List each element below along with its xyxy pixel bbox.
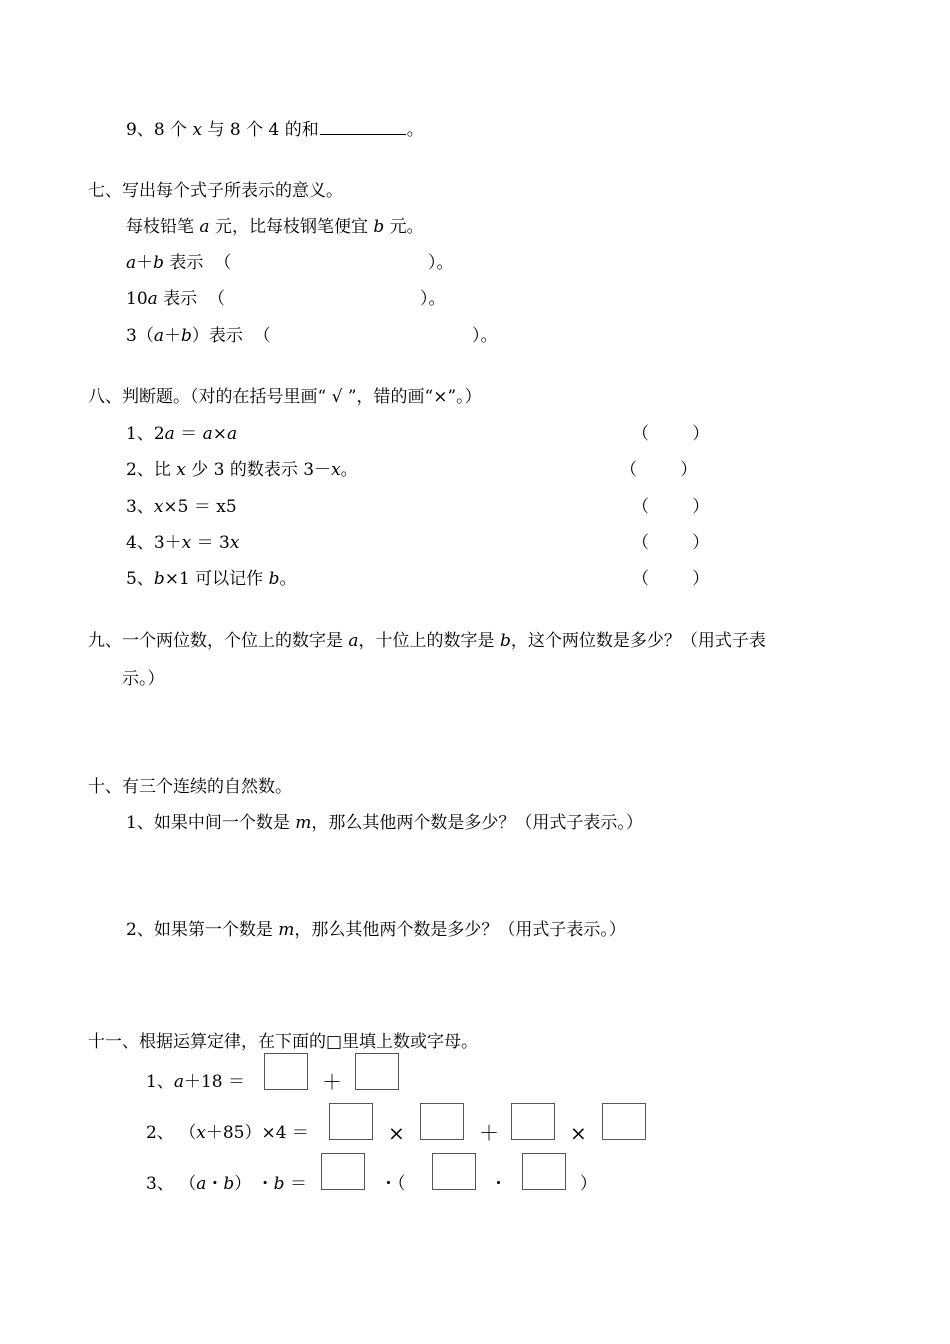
s11-eq3 bbox=[146, 1173, 307, 1195]
s11-e3-mid: ） ・ bbox=[234, 1174, 274, 1194]
s8-i5-b: b bbox=[153, 569, 165, 589]
s7-line1-close: ）。 bbox=[428, 253, 454, 273]
s7-line3-answer[interactable] bbox=[286, 325, 466, 347]
s8-i5-b2: b bbox=[268, 569, 280, 589]
s7-title: 七、写出每个式子所表示的意义。 bbox=[88, 181, 343, 201]
s11-eq2 bbox=[146, 1122, 309, 1144]
s7-l1-b: b bbox=[153, 253, 165, 273]
s11-eq2-box1[interactable] bbox=[329, 1103, 373, 1140]
q9-line bbox=[126, 118, 424, 141]
s11-e1-a: a bbox=[173, 1072, 184, 1092]
s7-premise bbox=[126, 216, 424, 238]
s11-eq1-box1[interactable] bbox=[264, 1053, 308, 1090]
s8-i2-x2: x bbox=[331, 460, 341, 480]
s7-line2 bbox=[126, 288, 225, 310]
s11-eq2-op2: ＋ bbox=[479, 1121, 499, 1145]
q9-pre: 9、8 个 bbox=[126, 120, 193, 140]
s11-e2-mid: ＋85）×4 ＝ bbox=[205, 1123, 309, 1143]
s8-item4-paren[interactable]: （ ） bbox=[632, 533, 710, 553]
s11-eq2-box3[interactable] bbox=[511, 1103, 555, 1140]
s10-q1 bbox=[126, 812, 643, 834]
s7-l1-a: a bbox=[126, 253, 137, 273]
s7-line3 bbox=[126, 325, 271, 347]
s11-title: 十一、根据运算定律，在下面的□里填上数或字母。 bbox=[88, 1032, 479, 1052]
s8-i2-post: 。 bbox=[340, 460, 358, 480]
s11-eq3-dot2: ・（ bbox=[380, 1174, 406, 1194]
s7-premise-v2: b bbox=[373, 217, 385, 237]
s11-eq2-box4[interactable] bbox=[602, 1103, 646, 1140]
s11-eq1-op: ＋ bbox=[322, 1070, 342, 1094]
s8-i1-pre: 1、2 bbox=[126, 424, 165, 444]
s8-i1-a2: a bbox=[202, 424, 213, 444]
s8-i2-pre: 2、比 bbox=[126, 460, 177, 480]
s7-l2-a: a bbox=[147, 289, 158, 309]
s11-e3-dot1: ・ bbox=[206, 1174, 224, 1194]
s8-item3 bbox=[126, 496, 237, 518]
s7-l3-plus: ＋ bbox=[163, 326, 181, 346]
s8-item2-paren[interactable]: （ ） bbox=[620, 460, 698, 480]
s8-i5-pre: 5、 bbox=[126, 569, 154, 589]
s10-q2-m: m bbox=[278, 920, 295, 940]
s11-eq2-op3: × bbox=[570, 1121, 587, 1145]
s7-l3-a: a bbox=[153, 326, 164, 346]
q9-post: 。 bbox=[406, 120, 424, 140]
s11-e3-eq: ＝ bbox=[284, 1174, 307, 1194]
s7-l3-label: ）表示 （ bbox=[191, 326, 271, 346]
s11-e3-a: a bbox=[196, 1174, 207, 1194]
s7-l1-plus: ＋ bbox=[136, 253, 154, 273]
s9-line1-a: a bbox=[348, 631, 359, 651]
s9-line1-pre: 九、一个两位数，个位上的数字是 bbox=[88, 631, 349, 651]
s11-eq3-box1[interactable] bbox=[321, 1153, 365, 1190]
s7-premise-p1: 每枝铅笔 bbox=[126, 217, 200, 237]
q9-var: x bbox=[192, 120, 203, 140]
s11-eq2-op1: × bbox=[388, 1121, 405, 1145]
q9-blank[interactable] bbox=[320, 118, 406, 135]
s8-title: 八、判断题。（对的在括号里画“ √ ”，错的画“×”。） bbox=[88, 387, 482, 407]
s10-q2 bbox=[126, 919, 626, 941]
s11-eq3-dot3: ・ bbox=[490, 1174, 507, 1194]
s8-i1-a: a bbox=[164, 424, 175, 444]
s10-q1-m: m bbox=[295, 813, 312, 833]
s8-i4-x: x bbox=[181, 533, 192, 553]
s9-line1-b: b bbox=[499, 631, 511, 651]
s11-eq1-box2[interactable] bbox=[355, 1053, 399, 1090]
s11-e3-pre: 3、 （ bbox=[146, 1174, 197, 1194]
s9-line1-mid: ，十位上的数字是 bbox=[358, 631, 500, 651]
s8-i5-mid: ×1 可以记作 bbox=[164, 569, 269, 589]
s10-q1-pre: 1、如果中间一个数是 bbox=[126, 813, 296, 833]
s10-q2-post: ，那么其他两个数是多少？（用式子表示。） bbox=[294, 920, 626, 940]
s7-line2-answer[interactable] bbox=[232, 288, 412, 310]
s8-item1-paren[interactable]: （ ） bbox=[632, 424, 710, 444]
s7-l3-pre: 3（ bbox=[126, 326, 154, 346]
s7-l2-label: 表示 （ bbox=[157, 289, 225, 309]
s11-e1-pre: 1、 bbox=[146, 1072, 174, 1092]
s7-l1-label: 表示 （ bbox=[164, 253, 232, 273]
s7-premise-v1: a bbox=[199, 217, 210, 237]
s7-line3-close: ）。 bbox=[472, 326, 498, 346]
s8-item5 bbox=[126, 568, 296, 590]
s11-eq2-box2[interactable] bbox=[420, 1103, 464, 1140]
s8-i1-a3: a bbox=[226, 424, 238, 444]
s7-premise-p3: 元。 bbox=[384, 217, 424, 237]
s10-q1-post: ，那么其他两个数是多少？（用式子表示。） bbox=[311, 813, 643, 833]
s10-title: 十、有三个连续的自然数。 bbox=[88, 777, 292, 797]
s11-e1-mid: ＋18 ＝ bbox=[183, 1072, 246, 1092]
s8-i4-x2: x bbox=[229, 533, 240, 553]
s11-e3-b2: b bbox=[273, 1174, 285, 1194]
s7-line1-answer[interactable] bbox=[240, 252, 420, 274]
s8-item5-paren[interactable]: （ ） bbox=[632, 569, 710, 589]
s11-e3-b: b bbox=[223, 1174, 235, 1194]
s8-i3-pre: 3、 bbox=[126, 497, 154, 517]
s8-i3-x: x bbox=[153, 497, 164, 517]
s10-q2-pre: 2、如果第一个数是 bbox=[126, 920, 279, 940]
s8-i2-mid: 少 3 的数表示 3－ bbox=[185, 460, 332, 480]
s7-l3-b: b bbox=[180, 326, 192, 346]
s8-item3-paren[interactable]: （ ） bbox=[632, 497, 710, 517]
s8-i1-mid: ＝ bbox=[174, 424, 203, 444]
s11-e2-pre: 2、 （ bbox=[146, 1123, 197, 1143]
s11-eq3-box2[interactable] bbox=[432, 1153, 476, 1190]
s8-i5-post: 。 bbox=[279, 569, 297, 589]
s8-item1 bbox=[126, 423, 237, 445]
s7-line1 bbox=[126, 252, 231, 274]
s7-premise-p2: 元，比每枝钢笔便宜 bbox=[209, 217, 374, 237]
s8-item2 bbox=[126, 459, 358, 481]
s7-line2-close: ）。 bbox=[420, 289, 446, 309]
s8-i2-x: x bbox=[176, 460, 186, 480]
s11-eq3-box3[interactable] bbox=[522, 1153, 566, 1190]
s8-i3-mid: ×5 ＝ x5 bbox=[163, 497, 237, 517]
q9-mid: 与 8 个 4 的和 bbox=[202, 120, 319, 140]
s11-eq3-close: ） bbox=[580, 1174, 597, 1194]
s8-i4-mid: ＝ 3 bbox=[191, 533, 230, 553]
s9-line2: 示。） bbox=[122, 669, 165, 689]
s8-i4-pre: 4、3＋ bbox=[126, 533, 182, 553]
s9-line1 bbox=[88, 630, 766, 652]
s7-l2-num: 10 bbox=[126, 289, 148, 309]
s8-item4 bbox=[126, 532, 239, 554]
s11-e2-x: x bbox=[196, 1123, 206, 1143]
s9-line1-post: ，这个两位数是多少？（用式子表 bbox=[510, 631, 766, 651]
s11-eq1 bbox=[146, 1071, 245, 1093]
s8-i1-times: × bbox=[212, 424, 227, 444]
